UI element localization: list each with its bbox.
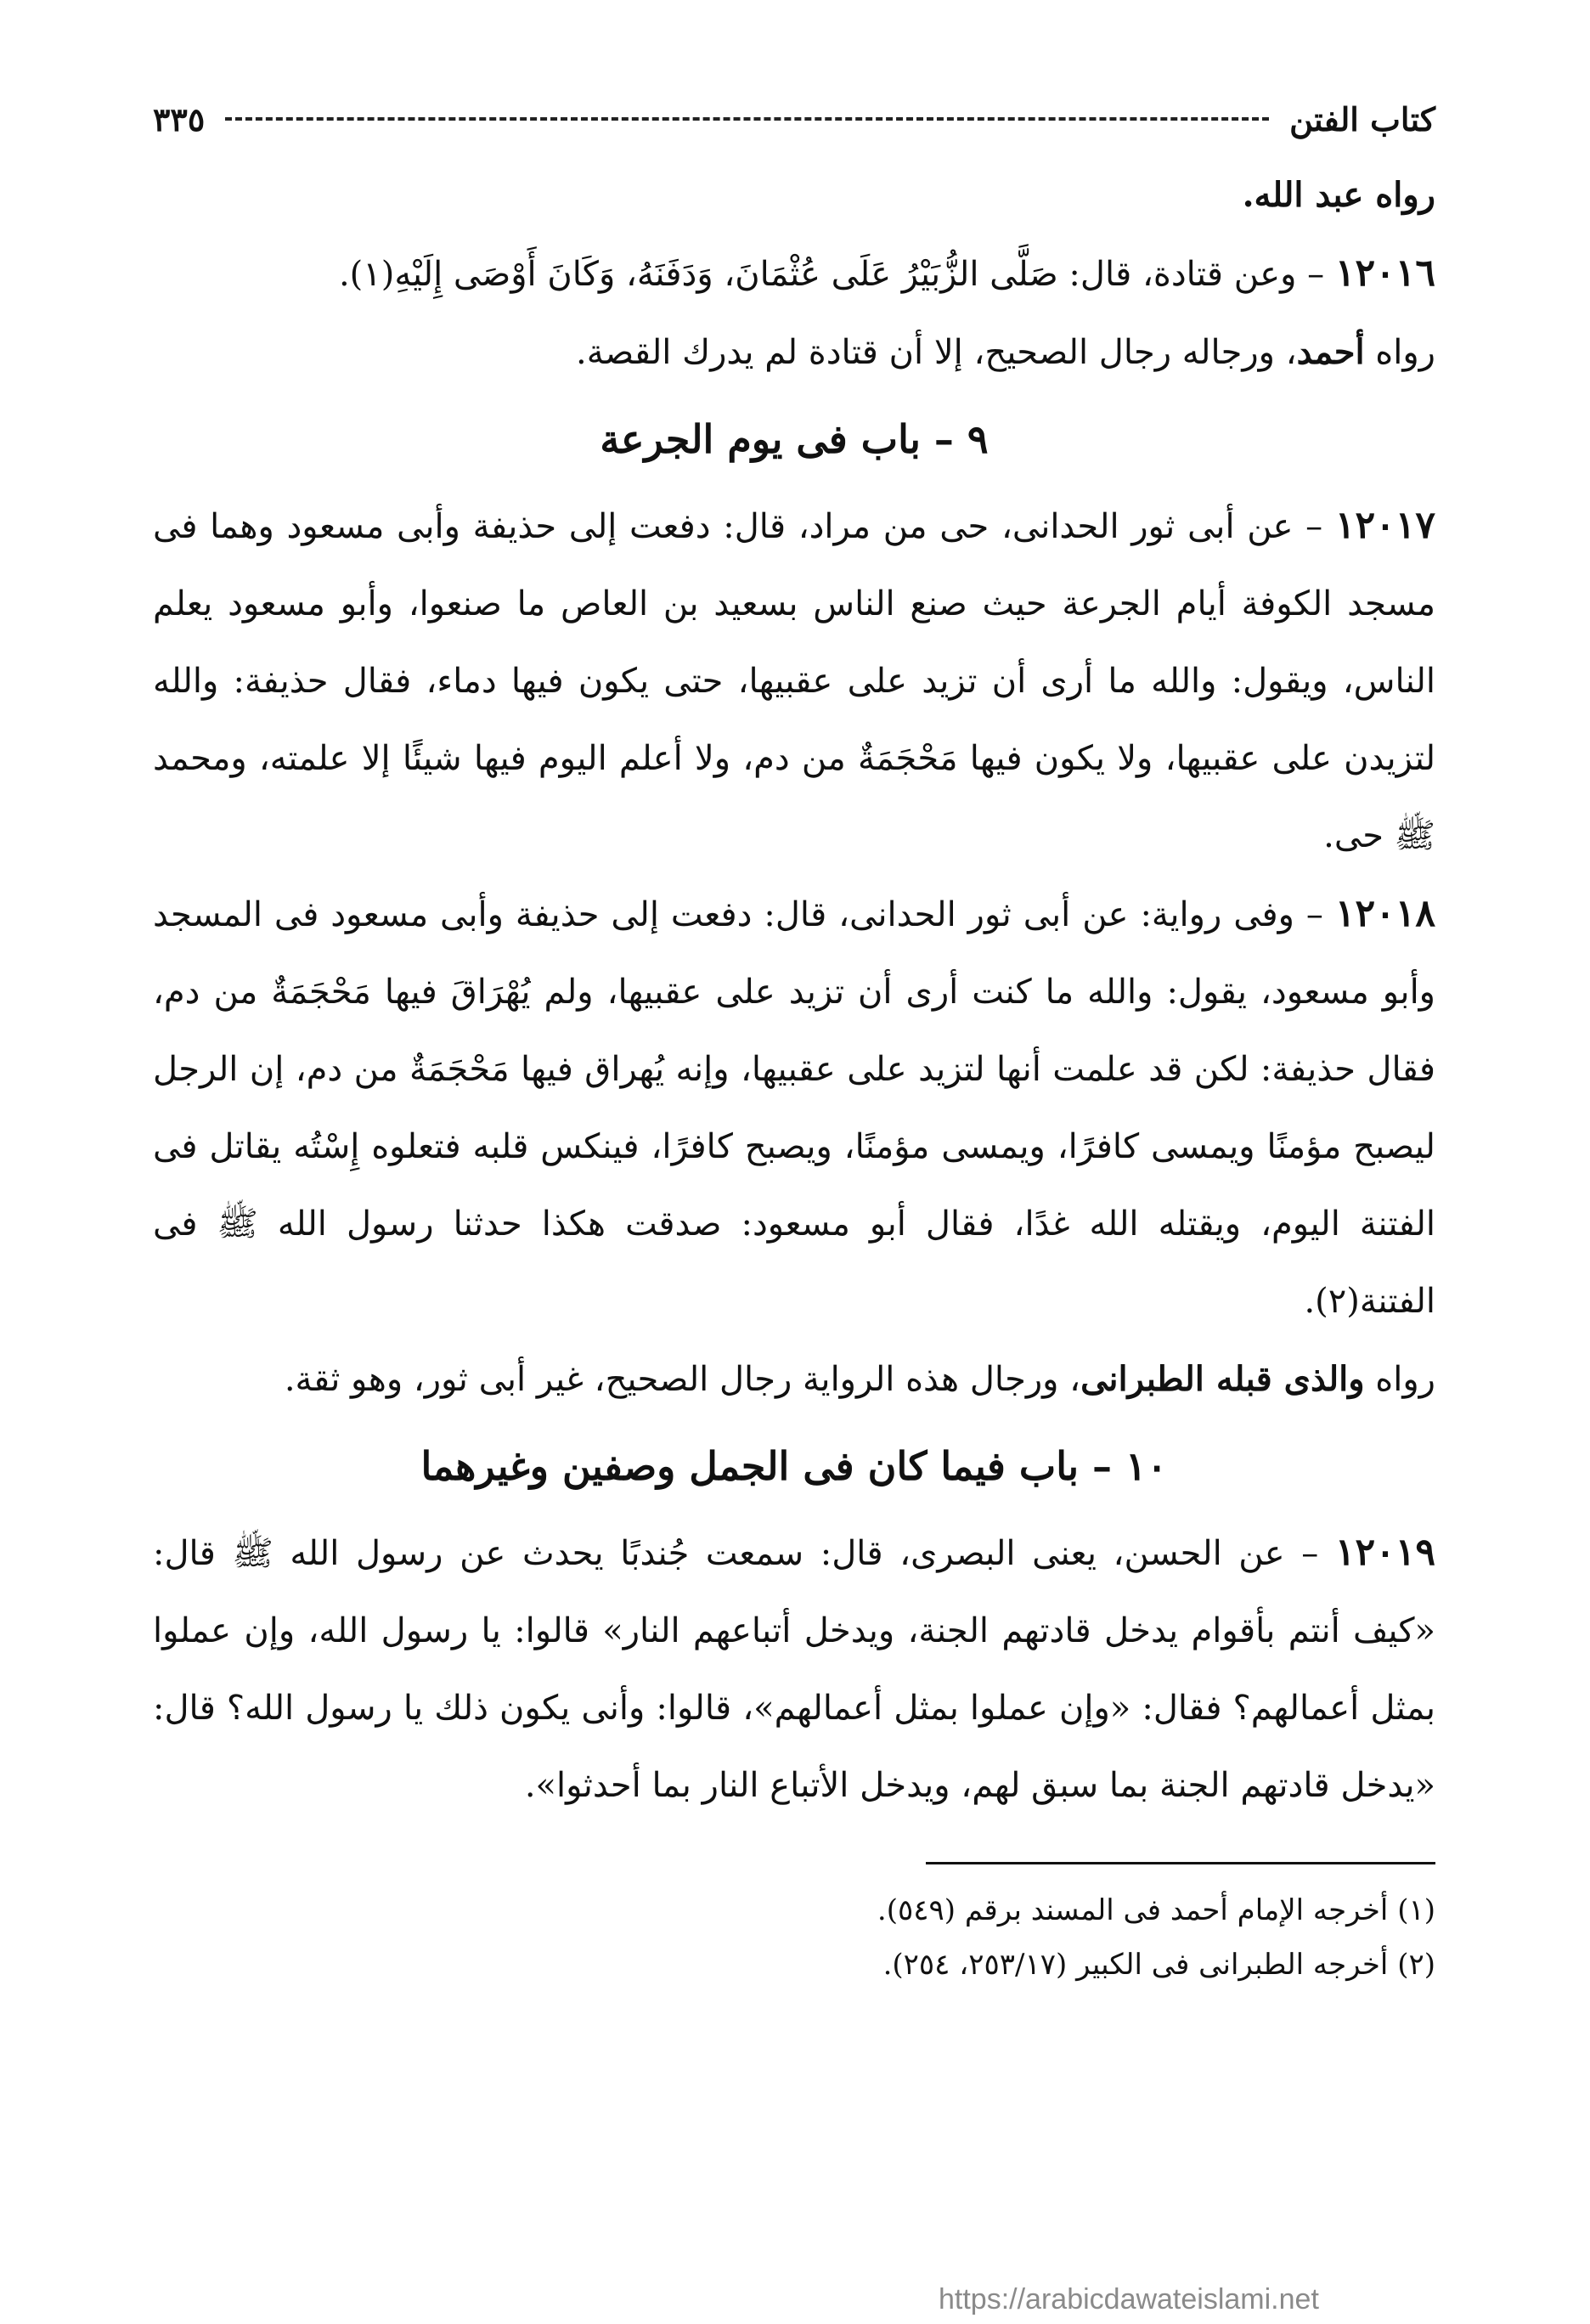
watermark-url: https://arabicdawateislami.net [939,2283,1319,2316]
hadith-text: – وفى رواية: عن أبى ثور الحدانى، قال: دفعت إلى حذيفة وأبى مسعود فى المسجد وأبو مسعود، يقول: والله ما كنت أرى أن تزيد على عقبيها، ولم يُهْرَاقَ فيها مَحْجَمَةٌ من دم، فقال حذيفة: لكن قد علمت أنها لتزيد على عقبيها، وإنه يُهراق فيها مَحْجَمَةٌ من دم، إن الرجل ليصبح مؤمنًا ويمسى كافرًا، ويمسى مؤمنًا، ويصبح كافرًا، فينكس قلبه فتعلوه إِسْتُه يقاتل فى الفتنة اليوم، ويقتله الله غدًا، فقال أبو مسعود: صدقت هكذا حدثنا رسول الله ﷺ فى الفتنة(٢). [153,895,1435,1321]
hadith-number: ١٢٠١٨ [1334,892,1435,935]
hadith-12017 [153,487,1435,875]
page-header [153,93,1435,144]
attribution-line: رواه أحمد، ورجاله رجال الصحيح، إلا أن قتادة لم يدرك القصة. [576,332,1435,372]
hadith-text: – عن الحسن، يعنى البصرى، قال: سمعت جُندبًا يحدث عن رسول الله ﷺ قال: «كيف أنتم بأقوام يدخل قادتهم الجنة، ويدخل أتباعهم النار» قالوا: يا رسول الله، وإن عملوا بمثل أعمالهم؟ فقال: «وإن عملوا بمثل أعمالهم»، قالوا: وأنى يكون ذلك يا رسول الله؟ قال: «يدخل قادتهم الجنة بما سبق لهم، ويدخل الأتباع النار بما أحدثوا». [153,1534,1435,1805]
book-page [153,93,1435,1992]
footnote-1: (١) أخرجه الإمام أحمد فى المسند برقم (٥٤٩). [877,1893,1435,1927]
hadith-12018 [153,875,1435,1340]
attribution-line: رواه والذى قبله الطبرانى، ورجال هذه الرواية رجال الصحيح، غير أبى ثور، وهو ثقة. [284,1359,1435,1399]
hadith-text: – عن أبى ثور الحدانى، حى من مراد، قال: دفعت إلى حذيفة وأبى مسعود وهما فى مسجد الكوفة أيام الجرعة حيث صنع الناس بسعيد بن العاص ما صنعوا، وأبو مسعود يعلم الناس، ويقول: والله ما أرى أن تزيد على عقبيها، حتى يكون فيها دماء، فقال حذيفة: والله لتزيدن على عقبيها، ولا يكون فيها مَحْجَمَةٌ من دم، ولا أعلم اليوم فيها شيئًا إلا علمته، ومحمد ﷺ حى. [153,507,1436,855]
attribution-line: رواه عبد الله. [1242,175,1435,215]
chapter-heading: ٩ – باب فى يوم الجرعة [600,416,989,462]
hadith-number: ١٢٠١٩ [1334,1531,1435,1574]
page-number: ٣٣٥ [153,99,206,138]
hadith-12019 [153,1514,1435,1825]
hadith-text: – وعن قتادة، قال: صَلَّى الزُّبَيْرُ عَلَى عُثْمَانَ، وَدَفَنَهُ، وَكَانَ أَوْصَى إِلَيْهِ(١). [338,255,1335,294]
footnote-2: (٢) أخرجه الطبرانى فى الكبير (٢٥٣/١٧، ٢٥٤). [882,1948,1435,1982]
footnote-divider [926,1862,1435,1864]
hadith-number: ١٢٠١٦ [1334,251,1435,295]
hadith-12016 [153,234,1435,313]
header-dashed-rule [225,117,1269,121]
running-title: كتاب الفتن [1289,99,1435,138]
chapter-heading: ١٠ – باب فيما كان فى الجمل وصفين وغيرهما [420,1443,1168,1489]
hadith-number: ١٢٠١٧ [1334,504,1435,547]
